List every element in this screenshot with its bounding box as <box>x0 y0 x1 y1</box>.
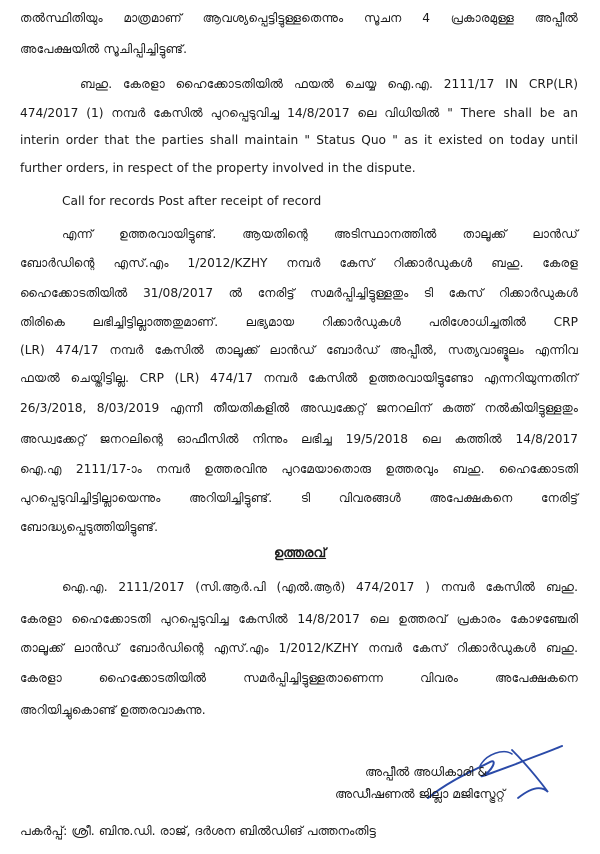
paragraph3-line: തിരികെ ലഭിച്ചിട്ടില്ലാത്തതുമാണ്. ലഭ്യമായ റിക്കാർഡുകൾ പരിശോധിച്ചതിൽ CRP <box>20 315 578 329</box>
paragraph4-line: അറിയിച്ചുകൊണ്ട് ഉത്തരവാകുന്നു. <box>20 703 206 717</box>
paragraph4-line: കേരളാ ഹൈക്കോടതി പുറപ്പെടുവിച്ച കേസിൽ 14/8/2017 ലെ ഉത്തരവ് പ്രകാരം കോഴഞ്ചേരി <box>20 612 578 626</box>
paragraph4-line: ഐ.എ. 2111/2017 (സി.ആർ.പി (എൽ.ആർ) 474/2017 ) നമ്പർ കേസിൽ ബഹു. <box>62 580 578 594</box>
paragraph3-line: ഹൈക്കോടതിയിൽ 31/08/2017 ൽ നേരിട്ട് സമർപ്പിച്ചിട്ടുള്ളതും ടി കേസ് റിക്കാർഡുകൾ <box>20 286 578 300</box>
order-heading: ഉത്തരവ് <box>273 546 327 561</box>
paragraph3-line: ബോദ്ധ്യപ്പെടുത്തിയിട്ടുണ്ട്. <box>20 520 159 534</box>
paragraph4-line: കേരളാ ഹൈക്കോടതിയിൽ സമർപ്പിച്ചിട്ടുള്ളതാണെന്ന വിവരം അപേക്ഷകനെ <box>20 671 578 685</box>
paragraph3-line: (LR) 474/17 നമ്പർ കേസിൽ താലൂക്ക് ലാൻഡ് ബോർഡ് അപ്പീൽ, സത്യവാങ്മൂലം എന്നിവ <box>20 343 578 357</box>
paragraph3-line: പുറപ്പെടുവിച്ചിട്ടില്ലായെന്നും അറിയിച്ചിട്ടുണ്ട്. ടി വിവരങ്ങൾ അപേക്ഷകനെ നേരിട്ട് <box>20 491 578 505</box>
paragraph3-line: എന്ന് ഉത്തരവായിട്ടുണ്ട്. ആയതിന്റെ അടിസ്ഥാനത്തിൽ താലൂക്ക് ലാൻഡ് <box>62 227 578 241</box>
paragraph1-line: തൽസ്ഥിതിയും മാത്രമാണ് ആവശ്യപ്പെട്ടിട്ടുള്ളതെന്നും സൂചന 4 പ്രകാരമുള്ള അപ്പീൽ <box>20 11 578 25</box>
paragraph4-line: താലൂക്ക് ലാൻഡ് ബോർഡിന്റെ എസ്.എം 1/2012/KZHY നമ്പർ കേസ് റിക്കാർഡുകൾ ബഹു. <box>20 641 578 655</box>
paragraph3-line: ഫയൽ ചെയ്തിട്ടില്ല. CRP (LR) 474/17 നമ്പർ കേസിൽ ഉത്തരവായിട്ടുണ്ടോ എന്നറിയുന്നതിന് <box>20 371 578 385</box>
paragraph3-line: അഡ്വക്കേറ്റ് ജനറലിന്റെ ഓഫീസിൽ നിന്നും ലഭിച്ച 19/5/2018 ലെ കത്തിൽ 14/8/2017 <box>20 432 578 446</box>
paragraph1-line: അപേക്ഷയിൽ സൂചിപ്പിച്ചിട്ടുണ്ട്. <box>20 42 187 56</box>
paragraph2-line: interin order that the parties shall maintain " Status Quo " as it existed on today until <box>20 133 578 147</box>
call-for-records-note: Call for records Post after receipt of record <box>62 194 322 208</box>
paragraph3-line: ബോർഡിന്റെ എസ്.എം 1/2012/KZHY നമ്പർ കേസ് റിക്കാർഡുകൾ ബഹു. കേരള <box>20 256 578 270</box>
signature-title-1: അപ്പീൽ അധികാരി & <box>365 764 488 779</box>
paragraph2-line: 474/2017 (1) നമ്പർ കേസിൽ പുറപ്പെടുവിച്ച 14/8/2017 ലെ വിധിയിൽ " There shall be an <box>20 106 578 120</box>
paragraph3-line: 26/3/2018, 8/03/2019 എന്നീ തീയതികളിൽ അഡ്വക്കേറ്റ് ജനറലിന് കത്ത് നൽകിയിട്ടുള്ളതും <box>20 401 578 415</box>
paragraph3-line: ഐ.എ 2111/17-ാം നമ്പർ ഉത്തരവിനു പുറമേയാതൊരു ഉത്തരവും ബഹു. ഹൈക്കോടതി <box>20 462 578 476</box>
paragraph2-line: further orders, in respect of the property involved in the dispute. <box>20 161 416 175</box>
copy-to: പകർപ്പ്: ശ്രീ. ബിനു.ഡി. രാജ്, ദർശന ബിൽഡിങ് പത്തനംതിട്ട <box>20 823 376 838</box>
signature-title-2: അഡീഷണൽ ജില്ലാ മജിസ്ട്രേറ്റ് <box>335 786 505 801</box>
paragraph2-line: ബഹു. കേരളാ ഹൈക്കോടതിയിൽ ഫയൽ ചെയ്യ ഐ.എ. 2111/17 IN CRP(LR) <box>80 77 578 91</box>
